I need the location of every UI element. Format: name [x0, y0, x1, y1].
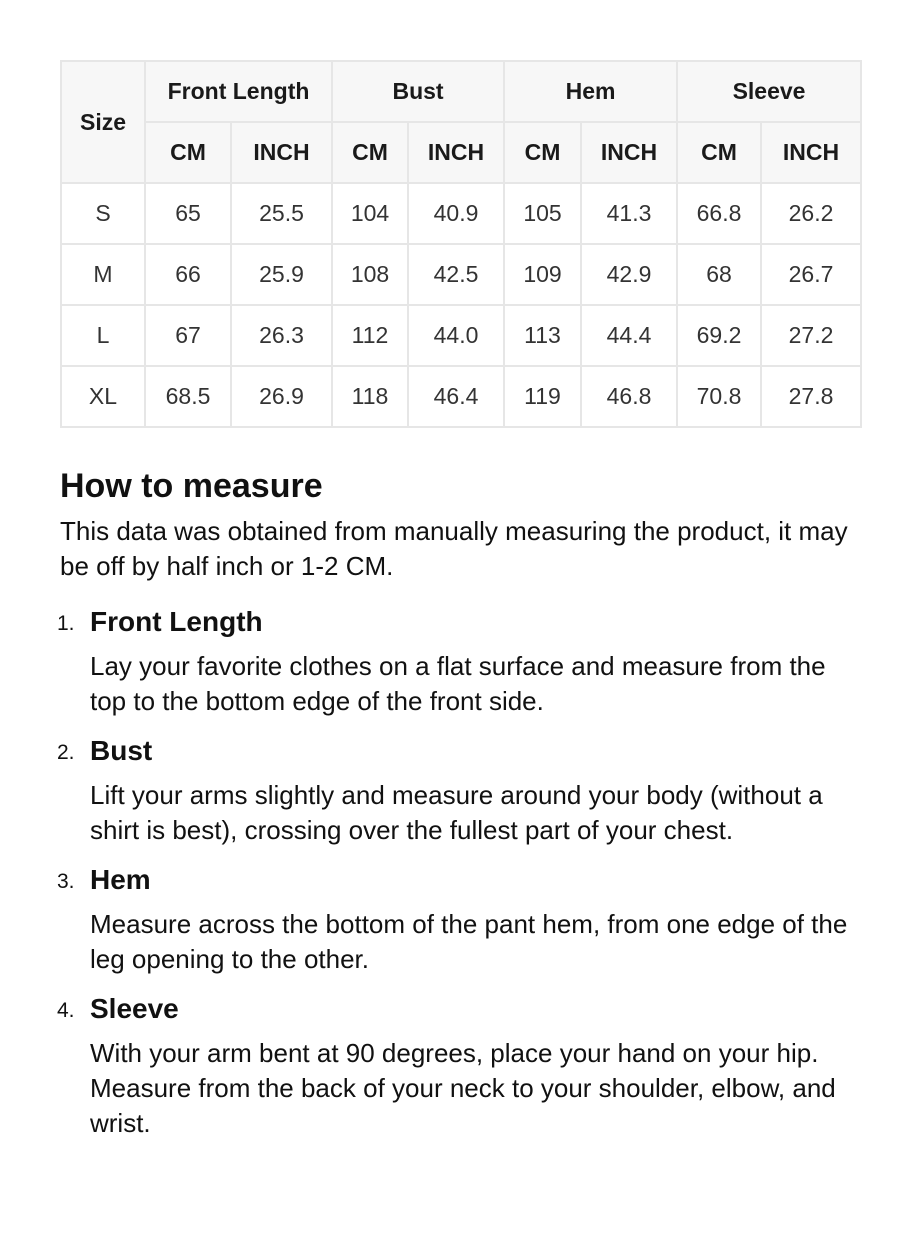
table-header-row-groups [61, 61, 861, 122]
step-description: Measure across the bottom of the pant hem, from one edge of the leg opening to the other. [90, 909, 848, 974]
unit-header-cm: CM [332, 122, 408, 183]
front-length-cm-cell: 67 [145, 305, 231, 366]
front-length-inch-cell: 25.5 [231, 183, 332, 244]
group-header-sleeve: Sleeve [677, 61, 861, 122]
front-length-cm-cell: 68.5 [145, 366, 231, 427]
step-number: 3. [57, 870, 75, 893]
list-item [57, 604, 860, 719]
hem-inch-cell: 46.8 [581, 366, 677, 427]
table-row [61, 366, 861, 427]
step-title: Front Length [90, 606, 263, 637]
bust-inch-cell: 44.0 [408, 305, 504, 366]
step-number: 4. [57, 999, 75, 1022]
hem-cm-cell: 119 [504, 366, 581, 427]
step-description: With your arm bent at 90 degrees, place your hand on your hip. Measure from the back of your neck to your shoulder, elbow, and wrist. [90, 1038, 836, 1138]
hem-cm-cell: 105 [504, 183, 581, 244]
table-row [61, 244, 861, 305]
unit-header-inch: INCH [408, 122, 504, 183]
hem-cm-cell: 113 [504, 305, 581, 366]
front-length-inch-cell: 26.3 [231, 305, 332, 366]
unit-header-cm: CM [145, 122, 231, 183]
bust-cm-cell: 104 [332, 183, 408, 244]
unit-header-inch: INCH [231, 122, 332, 183]
group-header-bust: Bust [332, 61, 504, 122]
unit-header-cm: CM [504, 122, 581, 183]
sleeve-inch-cell: 27.2 [761, 305, 861, 366]
sleeve-cm-cell: 69.2 [677, 305, 761, 366]
measure-steps-list [57, 604, 860, 1141]
bust-cm-cell: 118 [332, 366, 408, 427]
hem-inch-cell: 42.9 [581, 244, 677, 305]
sleeve-cm-cell: 70.8 [677, 366, 761, 427]
front-length-cm-cell: 65 [145, 183, 231, 244]
step-title: Bust [90, 735, 153, 766]
sleeve-inch-cell: 26.7 [761, 244, 861, 305]
bust-inch-cell: 46.4 [408, 366, 504, 427]
sleeve-cm-cell: 68 [677, 244, 761, 305]
bust-inch-cell: 42.5 [408, 244, 504, 305]
list-item [57, 862, 860, 977]
unit-header-inch: INCH [581, 122, 677, 183]
bust-cm-cell: 108 [332, 244, 408, 305]
list-item [57, 991, 860, 1141]
list-item [57, 733, 860, 848]
size-cell: L [61, 305, 145, 366]
unit-header-cm: CM [677, 122, 761, 183]
hem-inch-cell: 41.3 [581, 183, 677, 244]
hem-cm-cell: 109 [504, 244, 581, 305]
bust-cm-cell: 112 [332, 305, 408, 366]
front-length-cm-cell: 66 [145, 244, 231, 305]
size-cell: XL [61, 366, 145, 427]
group-header-hem: Hem [504, 61, 677, 122]
hem-inch-cell: 44.4 [581, 305, 677, 366]
step-title: Hem [90, 864, 151, 895]
step-number: 1. [57, 612, 75, 635]
bust-inch-cell: 40.9 [408, 183, 504, 244]
size-cell: M [61, 244, 145, 305]
front-length-inch-cell: 26.9 [231, 366, 332, 427]
step-title: Sleeve [90, 993, 179, 1024]
step-description: Lift your arms slightly and measure around your body (without a shirt is best), crossing over the fullest part of your chest. [90, 780, 823, 845]
sleeve-cm-cell: 66.8 [677, 183, 761, 244]
front-length-inch-cell: 25.9 [231, 244, 332, 305]
sleeve-inch-cell: 27.8 [761, 366, 861, 427]
step-description: Lay your favorite clothes on a flat surface and measure from the top to the bottom edge of the front side. [90, 651, 826, 716]
group-header-front-length: Front Length [145, 61, 332, 122]
size-chart-table [60, 60, 862, 428]
size-column-header: Size [61, 61, 145, 183]
how-to-measure-heading: How to measure [60, 467, 323, 505]
sleeve-inch-cell: 26.2 [761, 183, 861, 244]
step-number: 2. [57, 741, 75, 764]
size-cell: S [61, 183, 145, 244]
measure-intro-text: This data was obtained from manually measuring the product, it may be off by half inch or 1-2 CM. [60, 516, 848, 581]
table-row [61, 183, 861, 244]
unit-header-inch: INCH [761, 122, 861, 183]
table-header-row-units [61, 122, 861, 183]
table-row [61, 305, 861, 366]
size-guide [57, 60, 860, 1155]
